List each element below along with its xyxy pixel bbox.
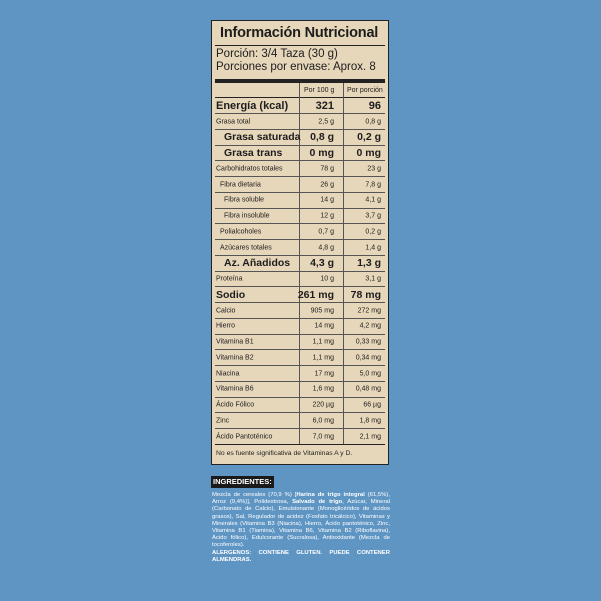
nutrient-row	[212, 429, 388, 445]
value-per-100g: 1,1 mg	[312, 354, 334, 362]
value-per-100g: 321	[315, 99, 334, 112]
nutrient-row	[212, 240, 388, 256]
value-per-100g: 10 g	[320, 275, 334, 283]
nutrient-row	[212, 224, 388, 240]
nutrient-row	[212, 193, 388, 209]
value-per-portion: 3,1 g	[365, 275, 381, 283]
nutrient-row	[212, 98, 388, 114]
nutrient-label: Fibra dietaria	[220, 181, 261, 189]
ingredients-part: Mezcla de cereales (70,9 %) [	[212, 492, 297, 498]
allergens-statement: ALERGENOS: CONTIENE GLUTEN. PUEDE CONTENER ALMENDRAS.	[212, 549, 390, 563]
value-per-portion: 0,8 g	[365, 118, 381, 126]
nutrient-label: Niacina	[216, 370, 240, 378]
nutrient-label: Zinc	[216, 417, 230, 425]
nutrient-label: Az. Añadidos	[224, 257, 291, 270]
value-per-portion: 4,1 g	[365, 196, 381, 204]
nutrient-row	[212, 256, 388, 272]
value-per-100g: 7,0 mg	[312, 433, 334, 441]
value-per-portion: 3,7 g	[365, 212, 381, 220]
nutrient-row	[212, 114, 388, 130]
title-rule	[215, 45, 385, 46]
value-per-100g: 4,3 g	[310, 257, 334, 270]
nutrient-label: Sodio	[216, 288, 246, 301]
nutrient-label: Vitamina B1	[216, 338, 254, 346]
value-per-100g: 905 mg	[310, 307, 334, 315]
nutrient-label: Vitamina B2	[216, 354, 254, 362]
column-header-100g: Por 100 g	[304, 87, 335, 94]
value-per-100g: 14 mg	[314, 322, 334, 330]
serving-size: Porción: 3/4 Taza (30 g)	[216, 48, 338, 60]
ingredients-highlight: Harina de trigo integral	[296, 492, 365, 498]
nutrient-label: Fibra soluble	[224, 196, 265, 204]
nutrient-row	[212, 319, 388, 335]
value-per-100g: 17 mg	[314, 370, 334, 378]
nutrient-label: Ácido Pantoténico	[216, 433, 273, 441]
value-per-portion: 0 mg	[356, 147, 381, 160]
nutrient-row	[212, 303, 388, 319]
nutrient-label: Grasa saturada	[224, 131, 301, 144]
nutrient-row	[212, 366, 388, 382]
value-per-portion: 5,0 mg	[359, 370, 381, 378]
nutrient-row	[212, 397, 388, 413]
value-per-100g: 1,1 mg	[312, 338, 334, 346]
nutrient-row	[212, 334, 388, 350]
nutrient-label: Calcio	[216, 307, 236, 315]
value-per-portion: 4,2 mg	[359, 322, 381, 330]
nutrient-row	[212, 350, 388, 366]
nutrient-label: Grasa trans	[224, 147, 283, 160]
value-per-100g: 78 g	[320, 165, 334, 173]
value-per-portion: 78 mg	[350, 288, 381, 301]
nutrient-row	[212, 161, 388, 177]
value-per-portion: 0,2 g	[365, 228, 381, 236]
nutrient-label: Polialcoholes	[220, 228, 262, 236]
value-per-portion: 0,2 g	[357, 131, 381, 144]
value-per-100g: 4,8 g	[318, 244, 334, 252]
thick-rule	[215, 79, 385, 83]
nutrient-row	[212, 130, 388, 146]
nutrient-row	[212, 271, 388, 287]
value-per-100g: 14 g	[320, 196, 334, 204]
value-per-portion: 96	[368, 99, 381, 112]
value-per-portion: 0,34 mg	[355, 354, 381, 362]
value-per-100g: 0,7 g	[318, 228, 334, 236]
nutrient-label: Hierro	[216, 322, 236, 330]
nutrient-row	[212, 208, 388, 224]
nutrient-label: Fibra insoluble	[224, 212, 270, 220]
value-per-portion: 7,8 g	[365, 181, 381, 189]
column-header-portion: Por porción	[347, 87, 383, 94]
value-per-100g: 220 µg	[312, 401, 334, 409]
value-per-100g: 261 mg	[297, 288, 334, 301]
value-per-portion: 66 µg	[363, 401, 381, 409]
nutrient-label: Vitamina B6	[216, 385, 254, 393]
panel-title: Información Nutricional	[220, 25, 379, 41]
value-per-portion: 23 g	[367, 165, 381, 173]
nutrient-label: Grasa total	[216, 118, 251, 126]
value-per-100g: 6,0 mg	[312, 417, 334, 425]
nutrient-row	[212, 413, 388, 429]
value-per-portion: 2,1 mg	[359, 433, 381, 441]
value-per-100g: 12 g	[320, 212, 334, 220]
footnote: No es fuente significativa de Vitaminas A y D.	[216, 450, 353, 457]
ingredients-heading: INGREDIENTES:	[211, 476, 274, 488]
ingredients-part: , Azúcar, Mineral (Carbonato de Calcio), Emulsionante (Monoglicéridos de ácidos grasos), Sal, Regulador de acidez (Fosfato tricálcico), Vitaminas y Minerales (Vitamina B3 (Niacina), Hierro, Ácido pantoténico, Zinc, Vitamina B1 (Tiamina), Vitamina B6, Vitamina B2 (Riboflavina), Ácido fólico), Edulcorante (Sucralosa), Antioxidante (Mezcla de tocoferoles).	[212, 499, 391, 549]
value-per-100g: 0 mg	[309, 147, 334, 160]
servings-per-container: Porciones por envase: Aprox. 8	[216, 61, 376, 73]
value-per-portion: 1,4 g	[365, 244, 381, 252]
nutrient-row	[212, 382, 388, 398]
value-per-portion: 1,8 mg	[359, 417, 381, 425]
value-per-portion: 272 mg	[357, 307, 381, 315]
nutrient-label: Azúcares totales	[220, 244, 272, 252]
value-per-portion: 0,48 mg	[355, 385, 381, 393]
footer-rule	[215, 444, 385, 445]
nutrient-row	[212, 177, 388, 193]
nutrient-label: Energía (kcal)	[216, 99, 289, 112]
nutrition-facts-panel	[211, 20, 389, 465]
ingredients-text	[212, 492, 390, 564]
nutrient-row	[212, 145, 388, 161]
value-per-100g: 2,5 g	[318, 118, 334, 126]
value-per-100g: 1,6 mg	[312, 385, 334, 393]
nutrient-label: Proteína	[216, 275, 243, 283]
value-per-portion: 1,3 g	[357, 257, 381, 270]
value-per-100g: 26 g	[320, 181, 334, 189]
nutrient-row	[212, 287, 388, 303]
ingredients-highlight: Salvado de trigo	[292, 499, 343, 506]
value-per-100g: 0,8 g	[310, 131, 334, 144]
nutrient-label: Carbohidratos totales	[216, 165, 283, 173]
value-per-portion: 0,33 mg	[355, 338, 381, 346]
ingredients-part: (61,5%), Arroz (9,4%)], Polidextrosa,	[212, 492, 391, 506]
nutrient-label: Ácido Fólico	[216, 401, 255, 409]
